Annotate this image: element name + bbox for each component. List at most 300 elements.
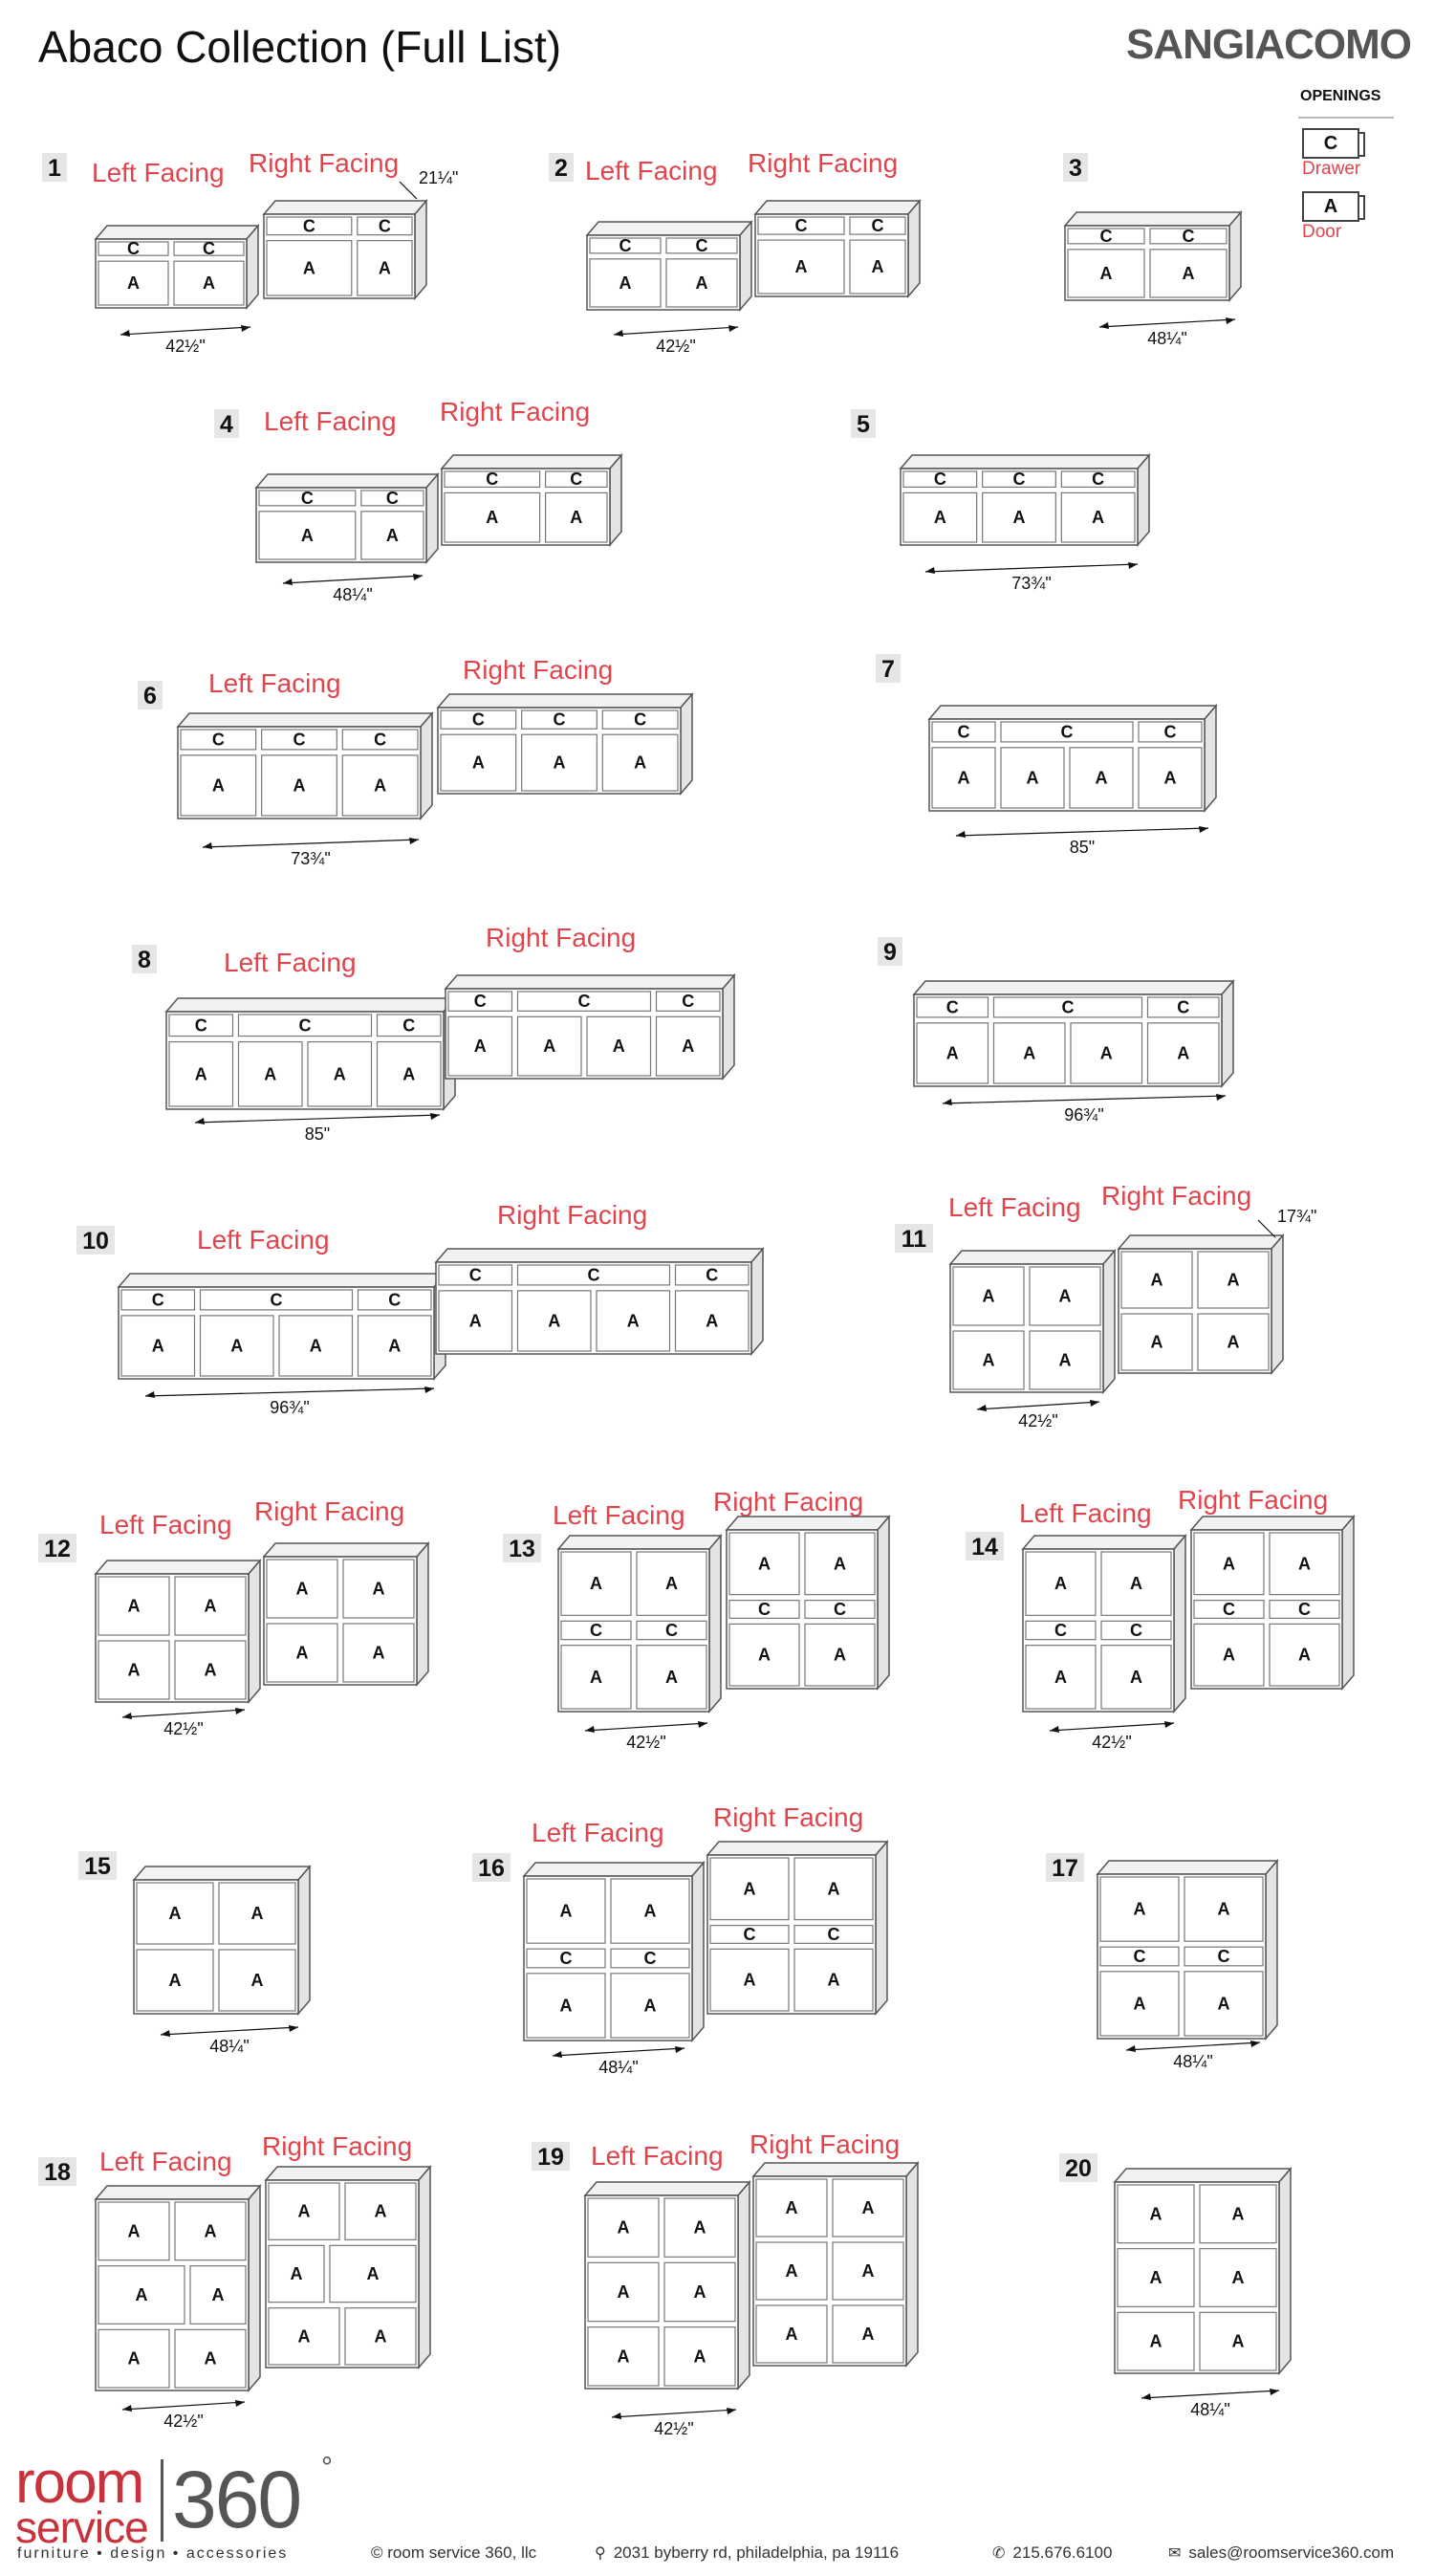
- opening-code: A: [203, 273, 215, 294]
- opening-code: A: [1227, 1332, 1240, 1352]
- opening-code: A: [127, 2348, 141, 2369]
- opening-code: A: [168, 1971, 182, 1990]
- svg-text:5: 5: [857, 411, 870, 438]
- width-label: 85": [304, 1124, 331, 1144]
- config-number: [214, 409, 239, 438]
- opening-code: A: [402, 1064, 416, 1084]
- opening-code: A: [1231, 2331, 1245, 2351]
- opening-code: C: [1130, 1621, 1142, 1640]
- opening-code: A: [127, 2221, 141, 2241]
- cabinet-11-left: [950, 1251, 1115, 1392]
- opening-code: A: [695, 273, 708, 293]
- opening-code: C: [293, 730, 306, 750]
- legend-door-label: Door: [1302, 222, 1342, 242]
- opening-code: C: [695, 235, 708, 255]
- opening-code: A: [1231, 2204, 1245, 2224]
- cabinet-4-left: [256, 474, 438, 562]
- opening-code: A: [204, 2221, 217, 2241]
- opening-code: C: [203, 239, 215, 259]
- opening-code: A: [559, 1996, 573, 2016]
- right-facing-label: Right Facing: [463, 655, 614, 685]
- width-label: 85": [1069, 838, 1096, 857]
- left-facing-label: Left Facing: [553, 1500, 685, 1530]
- width-label: 42½": [626, 1733, 666, 1752]
- width-label: 48¼": [1147, 329, 1187, 348]
- opening-code: A: [553, 753, 566, 773]
- config-number: [38, 1534, 76, 1562]
- opening-code: A: [1130, 1574, 1142, 1594]
- footer-phone-text: 215.676.6100: [1012, 2543, 1113, 2562]
- opening-code: A: [1058, 1286, 1072, 1306]
- openings-heading: OPENINGS: [1300, 88, 1381, 104]
- opening-code: C: [402, 1015, 416, 1036]
- opening-code: A: [127, 1660, 141, 1680]
- right-facing-label: Right Facing: [1101, 1181, 1252, 1211]
- width-label: 42½": [163, 2412, 204, 2431]
- opening-code: C: [471, 709, 485, 730]
- footer-email[interactable]: [1168, 2543, 1394, 2563]
- opening-code: A: [374, 775, 387, 796]
- config-number: [878, 937, 902, 966]
- svg-text:17¾": 17¾": [1277, 1207, 1317, 1226]
- svg-text:6: 6: [143, 683, 157, 709]
- opening-code: C: [486, 469, 499, 490]
- opening-code: A: [151, 1336, 164, 1356]
- opening-code: C: [1163, 722, 1177, 742]
- opening-code: A: [1099, 1043, 1113, 1063]
- opening-code: A: [471, 753, 485, 773]
- opening-code: A: [1223, 1554, 1235, 1574]
- opening-code: A: [743, 1879, 756, 1899]
- opening-code: A: [1163, 768, 1177, 788]
- width-label: 48¼": [598, 2058, 639, 2077]
- footer-email-text: sales@roomservice360.com: [1188, 2543, 1395, 2562]
- opening-code: C: [665, 1621, 678, 1640]
- cabinet-19-right: [753, 2163, 918, 2366]
- svg-text:21¼": 21¼": [419, 168, 459, 187]
- opening-code: A: [758, 1554, 771, 1574]
- opening-code: A: [861, 2198, 875, 2217]
- dimension-2: [614, 325, 738, 356]
- cabinet-14-left: [1023, 1536, 1185, 1712]
- opening-code: A: [682, 1037, 695, 1057]
- cabinet-5: [901, 455, 1149, 545]
- opening-code: A: [1217, 1994, 1230, 2014]
- right-facing-label: Right Facing: [497, 1200, 648, 1230]
- opening-code: A: [486, 508, 499, 528]
- opening-code: C: [570, 469, 583, 490]
- opening-code: C: [834, 1600, 846, 1619]
- cabinet-8-right: [445, 975, 734, 1079]
- opening-code: C: [945, 997, 959, 1017]
- opening-code: C: [385, 488, 399, 508]
- opening-code: A: [473, 1037, 487, 1057]
- opening-code: A: [871, 257, 884, 277]
- cabinet-18-right: [266, 2167, 430, 2368]
- cabinet-20: [1115, 2169, 1291, 2373]
- config-number: [895, 1224, 933, 1253]
- opening-code: A: [300, 525, 314, 545]
- opening-code: C: [1298, 1600, 1311, 1619]
- opening-code: A: [1026, 768, 1039, 788]
- left-facing-label: Left Facing: [1019, 1498, 1152, 1528]
- opening-code: A: [297, 2201, 311, 2221]
- opening-code: C: [758, 1600, 771, 1619]
- config-number: [38, 2157, 76, 2186]
- opening-code: A: [374, 2201, 387, 2221]
- dimension-18: [122, 2400, 245, 2431]
- opening-code: A: [1099, 263, 1113, 283]
- svg-text:8: 8: [138, 947, 151, 973]
- opening-code: C: [577, 992, 591, 1012]
- cabinet-19-left: [585, 2182, 750, 2389]
- opening-code: A: [378, 258, 391, 278]
- opening-code: A: [945, 1043, 959, 1063]
- opening-code: C: [300, 488, 314, 508]
- opening-code: C: [794, 216, 808, 236]
- width-label: 73¾": [1011, 574, 1052, 593]
- opening-code: A: [590, 1667, 602, 1687]
- dimension-13: [585, 1721, 707, 1752]
- dimension-5: [925, 562, 1138, 593]
- width-label: 42½": [656, 337, 696, 356]
- dimension-19: [612, 2408, 736, 2438]
- opening-code: A: [1095, 768, 1108, 788]
- opening-code: C: [827, 1925, 840, 1944]
- opening-code: A: [297, 2326, 311, 2347]
- footer-logo-divider: [161, 2459, 163, 2542]
- cabinet-18-left: [96, 2186, 260, 2390]
- opening-code: A: [1149, 2331, 1162, 2351]
- opening-code: A: [1130, 1667, 1142, 1687]
- opening-code: A: [982, 1286, 995, 1306]
- left-facing-label: Left Facing: [591, 2141, 724, 2171]
- opening-code: C: [1060, 722, 1074, 742]
- right-facing-label: Right Facing: [713, 1487, 864, 1517]
- opening-code: A: [295, 1579, 309, 1599]
- map-pin-icon: ⚲: [595, 2545, 606, 2562]
- opening-code: A: [1054, 1574, 1067, 1594]
- opening-code: A: [982, 1350, 995, 1370]
- opening-code: A: [933, 508, 946, 528]
- opening-code: C: [1054, 1621, 1067, 1640]
- cabinet-6-left: [178, 713, 432, 819]
- left-facing-label: Left Facing: [224, 948, 357, 977]
- dimension-4: [283, 574, 423, 604]
- footer-phone[interactable]: [992, 2543, 1112, 2563]
- opening-code: A: [1298, 1554, 1311, 1574]
- opening-code: C: [1133, 1947, 1146, 1966]
- opening-code: C: [151, 1290, 164, 1310]
- cabinet-6-right: [438, 694, 692, 794]
- cabinet-11-right: [1119, 1235, 1283, 1373]
- opening-code: C: [559, 1949, 573, 1968]
- opening-code: A: [1023, 1043, 1036, 1063]
- dimension-12: [122, 1708, 245, 1738]
- opening-code: C: [1092, 469, 1105, 490]
- config-number: [132, 945, 157, 973]
- width-label: 73¾": [291, 849, 331, 868]
- width-label: 48¼": [333, 585, 373, 604]
- opening-code: A: [794, 257, 808, 277]
- opening-code: A: [643, 1996, 657, 2016]
- legend-door-box: A: [1302, 191, 1359, 222]
- opening-code: A: [548, 1311, 561, 1331]
- opening-code: C: [1217, 1947, 1230, 1966]
- opening-code: A: [626, 1311, 640, 1331]
- opening-code: A: [693, 2282, 706, 2302]
- opening-code: A: [1133, 1994, 1146, 2014]
- config-number: [503, 1534, 541, 1562]
- opening-code: A: [168, 1904, 182, 1923]
- opening-code: A: [834, 1554, 846, 1574]
- cabinet-17: [1097, 1861, 1277, 2039]
- opening-code: A: [372, 1643, 385, 1663]
- left-facing-label: Left Facing: [948, 1192, 1081, 1222]
- cabinet-12-right: [264, 1543, 428, 1685]
- opening-code: A: [693, 2347, 706, 2367]
- left-facing-label: Left Facing: [532, 1818, 664, 1847]
- opening-code: C: [743, 1925, 756, 1944]
- svg-text:19: 19: [537, 2144, 564, 2171]
- opening-code: C: [871, 216, 884, 236]
- svg-text:13: 13: [509, 1536, 535, 1562]
- cabinet-14-right: [1191, 1517, 1354, 1689]
- opening-code: A: [204, 2348, 217, 2369]
- opening-code: C: [619, 235, 632, 255]
- opening-code: A: [388, 1336, 402, 1356]
- opening-code: A: [204, 1596, 217, 1616]
- opening-code: A: [302, 258, 315, 278]
- opening-code: A: [1012, 508, 1026, 528]
- svg-text:2: 2: [554, 155, 568, 182]
- left-facing-label: Left Facing: [208, 668, 341, 698]
- opening-code: C: [468, 1265, 482, 1285]
- opening-code: A: [290, 2264, 303, 2283]
- opening-code: A: [468, 1311, 482, 1331]
- opening-code: A: [372, 1579, 385, 1599]
- opening-code: A: [743, 1970, 756, 1990]
- svg-text:15: 15: [84, 1853, 111, 1880]
- cabinet-13-right: [727, 1517, 889, 1689]
- opening-code: A: [643, 1901, 657, 1921]
- opening-code: A: [194, 1064, 207, 1084]
- right-facing-label: Right Facing: [249, 148, 400, 178]
- opening-code: A: [706, 1311, 719, 1331]
- svg-text:12: 12: [44, 1536, 71, 1562]
- width-label: 42½": [1092, 1733, 1132, 1752]
- config-number: [78, 1851, 117, 1880]
- opening-code: C: [643, 1949, 657, 1968]
- cabinet-2-left: [587, 222, 751, 310]
- opening-code: A: [333, 1064, 346, 1084]
- footer-tagline: furniture • design • accessories: [17, 2545, 289, 2562]
- legend-drawer-box: C: [1302, 128, 1359, 159]
- cabinet-16-right: [707, 1842, 887, 2014]
- opening-code: C: [270, 1290, 283, 1310]
- left-facing-label: Left Facing: [197, 1225, 330, 1255]
- cabinet-12-left: [96, 1561, 260, 1702]
- svg-text:7: 7: [881, 656, 895, 683]
- config-number: [876, 654, 901, 683]
- dimension-17: [1126, 2041, 1260, 2071]
- svg-text:20: 20: [1065, 2155, 1092, 2182]
- depth-dimension: [400, 168, 458, 199]
- config-number: [1059, 2153, 1097, 2182]
- width-label: 48¼": [1173, 2052, 1213, 2071]
- opening-code: A: [861, 2325, 875, 2344]
- opening-code: A: [264, 1064, 277, 1084]
- opening-code: A: [758, 1645, 771, 1665]
- cabinet-10-right: [436, 1249, 763, 1354]
- opening-code: A: [230, 1336, 244, 1356]
- opening-code: A: [1298, 1645, 1311, 1665]
- opening-code: C: [211, 730, 225, 750]
- opening-code: C: [388, 1290, 402, 1310]
- width-label: 96¾": [1064, 1105, 1104, 1124]
- opening-code: A: [665, 1667, 678, 1687]
- opening-code: A: [309, 1336, 322, 1356]
- opening-code: A: [250, 1971, 264, 1990]
- config-number: [42, 153, 67, 182]
- opening-code: C: [682, 992, 695, 1012]
- right-facing-label: Right Facing: [713, 1802, 864, 1832]
- opening-code: C: [1223, 1600, 1235, 1619]
- opening-code: A: [785, 2198, 798, 2217]
- opening-code: C: [374, 730, 387, 750]
- opening-code: C: [1061, 997, 1075, 1017]
- footer-copyright: © room service 360, llc: [371, 2543, 537, 2562]
- dimension-9: [943, 1094, 1226, 1124]
- legend-drawer-label: Drawer: [1302, 159, 1361, 179]
- opening-code: A: [834, 1645, 846, 1665]
- opening-code: A: [1058, 1350, 1072, 1370]
- opening-code: C: [473, 992, 487, 1012]
- footer-logo-service: service: [15, 2502, 148, 2552]
- footer-logo-room: room: [15, 2450, 143, 2516]
- opening-code: A: [1149, 2268, 1162, 2287]
- opening-code: A: [827, 1879, 840, 1899]
- footer-logo-degree: °: [321, 2452, 333, 2483]
- opening-code: A: [385, 525, 399, 545]
- width-label: 42½": [163, 1719, 204, 1738]
- footer-logo-360: 360: [172, 2455, 301, 2544]
- footer-address: [595, 2543, 899, 2563]
- config-number: [532, 2142, 570, 2171]
- opening-code: A: [135, 2285, 148, 2304]
- config-number: [1063, 153, 1088, 182]
- opening-code: C: [302, 216, 315, 236]
- opening-code: A: [1217, 1899, 1230, 1919]
- config-number: [76, 1226, 115, 1255]
- right-facing-label: Right Facing: [750, 2129, 901, 2159]
- opening-code: A: [957, 768, 970, 788]
- opening-code: A: [619, 273, 632, 293]
- opening-code: A: [127, 273, 140, 294]
- opening-code: C: [553, 709, 566, 730]
- opening-code: A: [293, 775, 306, 796]
- config-number: [549, 153, 574, 182]
- right-facing-label: Right Facing: [486, 923, 637, 952]
- svg-text:4: 4: [220, 411, 233, 438]
- opening-code: A: [827, 1970, 840, 1990]
- cabinet-7: [929, 706, 1216, 811]
- opening-code: A: [1223, 1645, 1235, 1665]
- opening-code: C: [634, 709, 647, 730]
- cabinet-13-left: [558, 1536, 721, 1712]
- opening-code: C: [298, 1015, 312, 1036]
- opening-code: C: [587, 1265, 600, 1285]
- width-label: 42½": [1018, 1411, 1058, 1430]
- opening-code: A: [634, 753, 647, 773]
- svg-text:10: 10: [82, 1228, 109, 1255]
- opening-code: A: [612, 1037, 625, 1057]
- opening-code: A: [570, 508, 583, 528]
- footer-address-text: 2031 byberry rd, philadelphia, pa 19116: [613, 2543, 900, 2562]
- opening-code: A: [211, 2285, 225, 2304]
- svg-text:9: 9: [883, 939, 897, 966]
- opening-code: A: [1182, 263, 1195, 283]
- opening-code: A: [1054, 1667, 1067, 1687]
- opening-code: C: [1182, 226, 1195, 246]
- opening-code: A: [559, 1901, 573, 1921]
- opening-code: A: [1092, 508, 1105, 528]
- opening-code: A: [1177, 1043, 1190, 1063]
- depth-dimension: [1258, 1207, 1316, 1237]
- cabinet-8-left: [166, 998, 455, 1109]
- brand-logo: SANGIACOMO: [1126, 21, 1411, 68]
- opening-code: A: [204, 1660, 217, 1680]
- left-facing-label: Left Facing: [99, 2147, 232, 2176]
- opening-code: A: [543, 1037, 556, 1057]
- opening-code: C: [1177, 997, 1190, 1017]
- config-number: [138, 681, 163, 709]
- cabinet-1-left: [96, 226, 258, 308]
- width-label: 96¾": [270, 1398, 310, 1417]
- opening-code: A: [1150, 1332, 1163, 1352]
- opening-code: A: [1150, 1270, 1163, 1290]
- phone-icon: ✆: [992, 2545, 1006, 2562]
- left-facing-label: Left Facing: [99, 1510, 232, 1539]
- right-facing-label: Right Facing: [440, 397, 591, 426]
- svg-text:17: 17: [1052, 1855, 1078, 1882]
- opening-code: C: [957, 722, 970, 742]
- cabinet-3: [1065, 212, 1241, 300]
- opening-code: A: [127, 1596, 141, 1616]
- envelope-icon: ✉: [1168, 2545, 1182, 2562]
- config-number: [1046, 1853, 1084, 1882]
- dimension-6: [203, 838, 419, 868]
- dimension-14: [1050, 1721, 1174, 1752]
- cabinet-16-left: [524, 1863, 704, 2041]
- opening-code: C: [1099, 226, 1113, 246]
- dimension-15: [161, 2025, 298, 2056]
- opening-code: A: [617, 2347, 630, 2367]
- svg-text:11: 11: [901, 1226, 927, 1253]
- opening-code: A: [366, 2264, 380, 2283]
- opening-code: C: [194, 1015, 207, 1036]
- right-facing-label: Right Facing: [262, 2131, 413, 2161]
- cabinet-15: [134, 1867, 310, 2014]
- opening-code: C: [706, 1265, 719, 1285]
- cabinet-9: [914, 981, 1233, 1086]
- dimension-20: [1141, 2389, 1279, 2419]
- opening-code: A: [617, 2217, 630, 2238]
- svg-text:16: 16: [478, 1855, 505, 1882]
- width-label: 48¼": [1190, 2400, 1230, 2419]
- opening-code: A: [785, 2261, 798, 2281]
- cabinet-4-right: [442, 455, 621, 545]
